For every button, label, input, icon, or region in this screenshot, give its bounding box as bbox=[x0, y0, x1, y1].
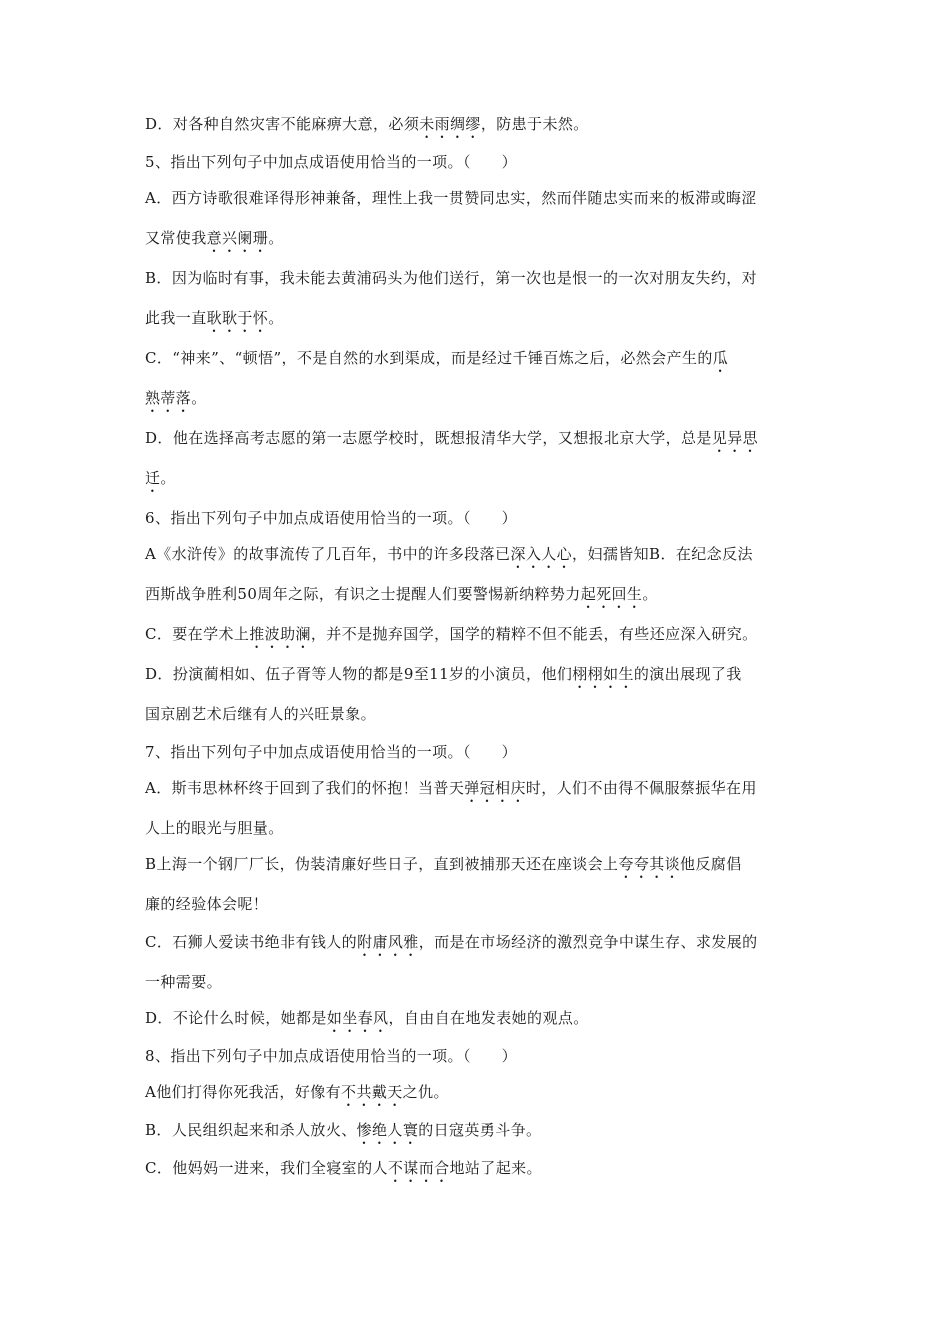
line-text: 8、指出下列句子中加点成语使用恰当的一项。（ ） bbox=[145, 1047, 518, 1065]
line-text: 的日寇英勇斗争。 bbox=[418, 1121, 542, 1139]
line-text: ，而是在市场经济的激烈竞争中谋生存、求发展的 bbox=[418, 933, 758, 951]
dotted-idiom: 如坐春风 bbox=[326, 1009, 389, 1027]
text-line bbox=[145, 1008, 589, 1036]
text-line bbox=[145, 348, 728, 376]
line-text: 人上的眼光与胆量。 bbox=[145, 819, 284, 837]
line-text: ，并不是抛弃国学，国学的精粹不但不能丢，有些还应深入研究。 bbox=[310, 625, 758, 643]
text-line bbox=[145, 428, 758, 456]
text-line bbox=[145, 1158, 542, 1186]
text-line bbox=[145, 228, 284, 256]
dotted-idiom: 未雨绸缪 bbox=[419, 115, 481, 133]
text-line bbox=[145, 664, 742, 692]
dotted-idiom: 推波助澜 bbox=[249, 625, 311, 643]
text-line bbox=[145, 308, 284, 336]
dotted-idiom: 弹冠相庆 bbox=[464, 779, 526, 797]
dotted-idiom: 深入人心 bbox=[510, 545, 573, 563]
line-text: C．石狮人爱读书绝非有钱人的 bbox=[145, 933, 358, 951]
text-line bbox=[145, 508, 517, 528]
line-text: 此我一直 bbox=[145, 309, 207, 327]
line-text: A．斯韦思林杯终于回到了我们的怀抱！当普天 bbox=[145, 779, 465, 797]
dotted-idiom: 起死回生 bbox=[580, 585, 643, 603]
line-text: 一种需要。 bbox=[145, 973, 223, 991]
dotted-idiom: 意兴阑珊 bbox=[206, 229, 269, 247]
line-text: 6、指出下列句子中加点成语使用恰当的一项。（ ） bbox=[145, 509, 518, 527]
line-text: B．因为临时有事，我未能去黄浦码头为他们送行，第一次也是恨一的一次对朋友失约，对 bbox=[145, 269, 758, 287]
line-text: D．扮演蔺相如、伍子胥等人物的都是9至11岁的小演员，他们 bbox=[145, 665, 573, 683]
text-line bbox=[145, 584, 658, 612]
text-line bbox=[145, 894, 268, 914]
line-text: 7、指出下列句子中加点成语使用恰当的一项。（ ） bbox=[145, 743, 518, 761]
line-text: ，妇孺皆知B．在纪念反法 bbox=[572, 545, 753, 563]
text-line bbox=[145, 468, 176, 496]
text-line bbox=[145, 704, 376, 724]
text-line bbox=[145, 624, 758, 652]
line-text: 之仇。 bbox=[402, 1083, 449, 1101]
line-text: 他反腐倡 bbox=[680, 855, 742, 873]
line-text: 。 bbox=[268, 309, 284, 327]
text-line bbox=[145, 1120, 541, 1148]
line-text: 国京剧艺术后继有人的兴旺景象。 bbox=[145, 705, 377, 723]
line-text: 时，人们不由得不佩服蔡振华在用 bbox=[525, 779, 757, 797]
text-line bbox=[145, 388, 207, 416]
text-line bbox=[145, 114, 589, 142]
line-text: B．人民组织起来和杀人放火、 bbox=[145, 1121, 357, 1139]
text-line bbox=[145, 268, 757, 288]
line-text: 的演出展现了我 bbox=[633, 665, 742, 683]
line-text: A《水浒传》的故事流传了几百年，书中的许多段落已 bbox=[145, 545, 511, 563]
dotted-idiom: 迁 bbox=[145, 469, 161, 487]
text-line bbox=[145, 854, 742, 882]
dotted-idiom: 熟蒂落 bbox=[145, 389, 192, 407]
text-line bbox=[145, 1046, 517, 1066]
line-text: D．他在选择高考志愿的第一志愿学校时，既想报清华大学，又想报北京大学，总是 bbox=[145, 429, 712, 447]
line-text: C．他妈妈一进来，我们全寝室的人 bbox=[145, 1159, 388, 1177]
line-text: ，防患于未然。 bbox=[480, 115, 589, 133]
line-text: 。 bbox=[642, 585, 658, 603]
dotted-idiom: 栩栩如生 bbox=[572, 665, 634, 683]
text-line bbox=[145, 818, 284, 838]
text-line bbox=[145, 778, 757, 806]
dotted-idiom: 见异思 bbox=[711, 429, 759, 447]
dotted-idiom: 耿耿于怀 bbox=[206, 309, 269, 327]
dotted-idiom: 不谋而合 bbox=[387, 1159, 450, 1177]
line-text: 。 bbox=[160, 469, 176, 487]
line-text: D．不论什么时候，她都是 bbox=[145, 1009, 327, 1027]
text-line bbox=[145, 544, 753, 572]
line-text: A．西方诗歌很难译得形神兼备，理性上我一贯赞同忠实，然而伴随忠实而来的板滞或晦涩 bbox=[145, 189, 757, 207]
text-line bbox=[145, 188, 757, 208]
text-line bbox=[145, 152, 517, 172]
text-line bbox=[145, 1082, 449, 1110]
line-text: 西斯战争胜利50周年之际，有识之士提醒人们要警惕新纳粹势力 bbox=[145, 585, 581, 603]
line-text: B上海一个钢厂厂长，伪装清廉好些日子，直到被捕那天还在座谈会上 bbox=[145, 855, 619, 873]
line-text: C．“神来”、“顿悟”，不是自然的水到渠成，而是经过千锤百炼之后，必然会产生的 bbox=[145, 349, 713, 367]
dotted-idiom: 不共戴天 bbox=[341, 1083, 403, 1101]
line-text: D．对各种自然灾害不能麻痹大意，必须 bbox=[145, 115, 420, 133]
dotted-idiom: 附庸风雅 bbox=[357, 933, 419, 951]
line-text: 地站了起来。 bbox=[449, 1159, 542, 1177]
line-text: 5、指出下列句子中加点成语使用恰当的一项。（ ） bbox=[145, 153, 518, 171]
line-text: ，自由自在地发表她的观点。 bbox=[388, 1009, 589, 1027]
dotted-idiom: 惨绝人寰 bbox=[356, 1121, 419, 1139]
line-text: 又常使我 bbox=[145, 229, 207, 247]
text-line bbox=[145, 972, 222, 992]
text-line bbox=[145, 742, 517, 762]
text-line bbox=[145, 932, 758, 960]
line-text: C．要在学术上 bbox=[145, 625, 250, 643]
dotted-idiom: 瓜 bbox=[712, 349, 729, 367]
line-text: 。 bbox=[268, 229, 284, 247]
line-text: 廉的经验体会呢！ bbox=[145, 895, 269, 913]
line-text: 。 bbox=[191, 389, 207, 407]
dotted-idiom: 夸夸其谈 bbox=[618, 855, 681, 873]
line-text: A他们打得你死我活，好像有 bbox=[145, 1083, 342, 1101]
